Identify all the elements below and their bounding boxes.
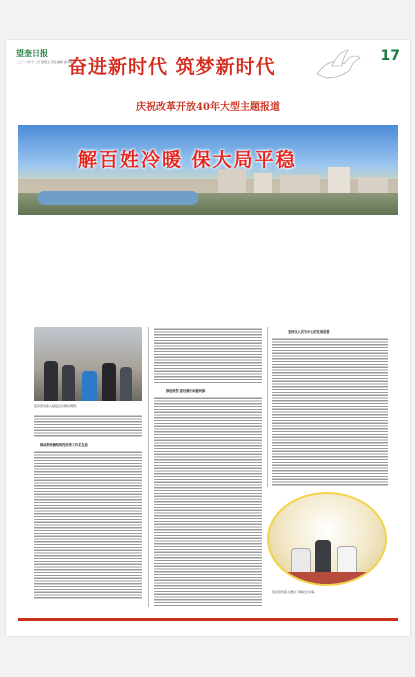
masthead-slogan: 奋进新时代 筑梦新时代 [68,56,276,78]
section-subtitle: 庆祝改革开放40年大型主题报道 [136,102,280,113]
newspaper-page [6,40,410,636]
masthead [6,40,410,90]
middle-text-block-1 [154,327,262,383]
lake [38,191,198,205]
dove-icon [312,48,362,86]
section-heading-1: 推动供给侧结构性改革工作走在前 [40,443,88,447]
middle-text-block-2 [154,396,262,606]
left-text-block-1 [34,414,142,438]
photo2-caption: 某县领导深入群众了解民生实事。 [272,590,318,594]
bottom-rule [18,618,398,621]
page-number: 17 [380,48,400,64]
photo1-caption: 某县领导深入基层走访群众调研。 [34,404,80,408]
section-heading-2: 推进转型 抓好新旧动能转换 [166,389,206,393]
photo-officials-visit [34,327,142,401]
banner-headline: 解百姓冷暖 保大局平稳 [78,149,297,171]
issue-meta: 二〇一八年十二月 星期五 责任编辑 美术编辑 [16,60,76,64]
right-text-block [272,337,388,487]
photo-community-meeting [267,492,387,586]
left-text-block-2 [34,450,142,600]
section-heading-3: 坚持以人民为中心的发展思想 [288,330,330,334]
column-divider [267,327,268,487]
paper-name: 望奎日报 [16,49,48,58]
banner-photo [18,125,398,215]
column-divider [148,327,149,607]
